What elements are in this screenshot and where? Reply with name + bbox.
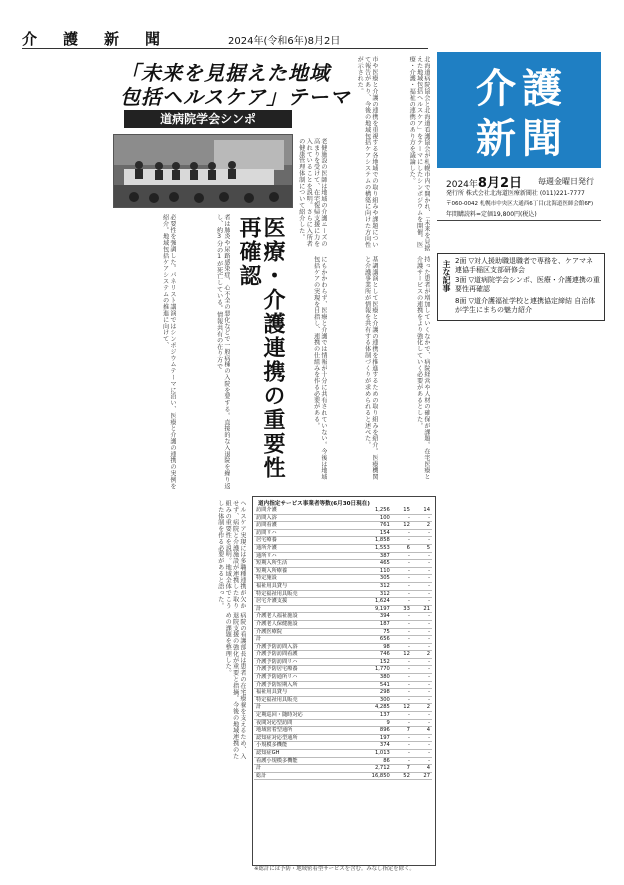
table-cell-value: -	[392, 719, 412, 727]
table-cell-value: -	[392, 582, 412, 590]
table-cell-value: 4	[412, 765, 432, 773]
table-cell-value: 187	[350, 620, 392, 628]
table-cell-value: -	[392, 514, 412, 522]
table-cell-value: 86	[350, 757, 392, 765]
table-row	[254, 598, 432, 606]
table-cell-label: 計	[254, 636, 350, 644]
table-cell-value: 9	[350, 719, 392, 727]
table-title: 道内指定サービス事業者等数(6月30日現在)	[258, 501, 370, 507]
table-cell-label: 介護予防訪問看護	[254, 651, 350, 659]
table-cell-label: 看護小規模多機能	[254, 757, 350, 765]
table-cell-label: 認知症対応型通所	[254, 734, 350, 742]
table-cell-value: -	[412, 658, 432, 666]
table-cell-value: -	[392, 658, 412, 666]
table-cell-label: 認知症GH	[254, 750, 350, 758]
table-cell-value: -	[392, 689, 412, 697]
table-row	[254, 613, 432, 621]
table-cell-label: 訪問看護	[254, 522, 350, 530]
table-row	[254, 590, 432, 598]
publisher-info: 発行所 株式会社北海道医療新聞社 (011)221-7777	[446, 190, 585, 197]
table-cell-value: -	[392, 552, 412, 560]
table-row	[254, 522, 432, 530]
article-column: 病院の看護部長は患者の在宅療養を支えるため、入退院支援の強化が重要と指摘。今後の地域連携のための課題を整理した。	[224, 612, 246, 760]
table-cell-value: 6	[392, 544, 412, 552]
contents-item: 2面 ▽対人援助職退職者で専務を、ケアマネ連協手稲区支部研修会	[455, 257, 594, 274]
table-row	[254, 552, 432, 560]
table-row	[254, 696, 432, 704]
table-cell-label: 福祉用具貸与	[254, 582, 350, 590]
table-cell-value: 7	[392, 727, 412, 735]
table-row	[254, 734, 432, 742]
table-cell-value: -	[392, 598, 412, 606]
table-cell-label: 介護老人保健施設	[254, 620, 350, 628]
table-cell-value: 374	[350, 742, 392, 750]
contents-item: 3面 ▽道病院学会シンポ、医療・介護連携の重要性再確認	[455, 276, 600, 293]
table-cell-label: 訪問リハ	[254, 529, 350, 537]
table-row	[254, 750, 432, 758]
table-row	[254, 567, 432, 575]
table-cell-value: -	[412, 742, 432, 750]
table-row	[254, 620, 432, 628]
issue-date: 2024年(令和6年)8月2日	[228, 36, 341, 47]
table-cell-label: 小規模多機能	[254, 742, 350, 750]
table-row	[254, 514, 432, 522]
table-cell-value: -	[392, 529, 412, 537]
table-cell-value: -	[412, 719, 432, 727]
table-cell-value: -	[412, 613, 432, 621]
table-cell-value: -	[392, 537, 412, 545]
table-cell-value: -	[392, 560, 412, 568]
table-cell-value: 746	[350, 651, 392, 659]
table-cell-value: 312	[350, 582, 392, 590]
contents-label: 主な記事	[442, 260, 451, 292]
table-cell-value: 2	[412, 651, 432, 659]
table-cell-value: 52	[392, 772, 412, 780]
table-cell-label: 総計	[254, 772, 350, 780]
article-column: にもかかわらず、医療と介護では情報が十分に共有されていない。今後は地域包括ケアの実現を目指し、連携の仕組みを作る必要がある。	[312, 256, 327, 480]
table-cell-value: 394	[350, 613, 392, 621]
table-cell-label: 介護予防短期入所	[254, 681, 350, 689]
table-cell-value: -	[392, 575, 412, 583]
table-cell-value: -	[392, 681, 412, 689]
table-cell-value: -	[392, 666, 412, 674]
table-cell-value: 1,553	[350, 544, 392, 552]
table-cell-value: 12	[392, 651, 412, 659]
table-cell-value: -	[412, 643, 432, 651]
table-cell-value: 21	[412, 605, 432, 613]
table-cell-label: 短期入所生活	[254, 560, 350, 568]
table-row	[254, 575, 432, 583]
contents-item: 8面 ▽道介護福祉学校と連携協定締結 自治体が学生にまちの魅力紹介	[455, 297, 596, 314]
article-column: 基調講演として医療と介護の連携を推進するための取り組みを紹介。医療機関と介護事業所が情報を共有する体制づくりが求められると述べた。	[363, 256, 378, 480]
table-cell-value: 9,197	[350, 605, 392, 613]
paper-logo	[452, 58, 592, 162]
table-row	[254, 757, 432, 765]
table-cell-value: 197	[350, 734, 392, 742]
table-cell-label: 介護予防居宅療養	[254, 666, 350, 674]
table-cell-label: 訪問介護	[254, 507, 350, 514]
table-cell-value: -	[392, 742, 412, 750]
main-headline: 医療・介護連携の重要性再確認	[236, 216, 285, 480]
table-cell-value: 298	[350, 689, 392, 697]
table-cell-label: 通所介護	[254, 544, 350, 552]
table-cell-value: 2	[412, 704, 432, 712]
table-cell-label: 短期入所療養	[254, 567, 350, 575]
table-row	[254, 772, 432, 780]
table-cell-value: -	[392, 620, 412, 628]
table-cell-value: -	[412, 628, 432, 636]
table-cell-value: 110	[350, 567, 392, 575]
table-row	[254, 719, 432, 727]
table-cell-value: 2	[412, 522, 432, 530]
table-cell-value: 387	[350, 552, 392, 560]
article-column: 北海道病院協会と北海道看護協会が札幌市内で開かれ、「未来を見据えた地域包括ヘルスケア」をテーマにしたシンポジウムを開催。医療・介護・福祉の連携のあり方を議論した。	[408, 56, 430, 252]
table-cell-value: -	[412, 674, 432, 682]
masthead-rule	[437, 220, 601, 221]
table-cell-value: 1,256	[350, 507, 392, 514]
subscription-price: 年間購読料=定価19,800円(税込)	[446, 211, 537, 218]
table-cell-value: -	[412, 560, 432, 568]
table-cell-value: -	[412, 636, 432, 644]
table-cell-value: 896	[350, 727, 392, 735]
table-row	[254, 674, 432, 682]
table-cell-value: -	[392, 613, 412, 621]
table-row	[254, 643, 432, 651]
table-cell-label: 居宅介護支援	[254, 598, 350, 606]
table-row	[254, 712, 432, 720]
table-cell-value: -	[412, 734, 432, 742]
table-cell-value: 4	[412, 727, 432, 735]
table-cell-value: 541	[350, 681, 392, 689]
table-row	[254, 537, 432, 545]
table-row	[254, 560, 432, 568]
table-cell-value: -	[392, 696, 412, 704]
table-cell-value: 152	[350, 658, 392, 666]
table-cell-value: 465	[350, 560, 392, 568]
table-cell-value: -	[412, 696, 432, 704]
table-cell-value: -	[412, 757, 432, 765]
table-cell-value: 33	[392, 605, 412, 613]
table-row	[254, 681, 432, 689]
table-row	[254, 765, 432, 773]
table-cell-value: -	[412, 689, 432, 697]
table-row	[254, 628, 432, 636]
table-cell-value: 1,013	[350, 750, 392, 758]
table-cell-value: 1,858	[350, 537, 392, 545]
article-photo	[113, 134, 293, 208]
table-row	[254, 689, 432, 697]
table-cell-value: -	[392, 750, 412, 758]
table-cell-value: -	[412, 712, 432, 720]
table-cell-value: -	[412, 575, 432, 583]
table-cell-value: -	[392, 757, 412, 765]
table-cell-value: -	[392, 643, 412, 651]
table-cell-label: 特定施設	[254, 575, 350, 583]
table-cell-label: 介護予防通所リハ	[254, 674, 350, 682]
table-cell-value: 761	[350, 522, 392, 530]
newspaper-name: 介護新聞	[22, 30, 187, 48]
table-cell-value: -	[392, 628, 412, 636]
table-cell-value: -	[392, 590, 412, 598]
table-cell-value: -	[392, 636, 412, 644]
table-cell-value: -	[412, 567, 432, 575]
table-cell-label: 通所リハ	[254, 552, 350, 560]
headline-line-1: 「未来を見据えた地域	[120, 61, 330, 85]
svg-text:新聞: 新聞	[476, 116, 568, 162]
table-cell-value: -	[412, 552, 432, 560]
table-cell-value: 4,285	[350, 704, 392, 712]
table-cell-value: 2,712	[350, 765, 392, 773]
table-row	[254, 666, 432, 674]
table-cell-label: 夜間対応型訪問	[254, 719, 350, 727]
table-row	[254, 544, 432, 552]
table-cell-value: -	[412, 620, 432, 628]
table-cell-value: -	[412, 529, 432, 537]
table-row	[254, 636, 432, 644]
table-cell-value: 300	[350, 696, 392, 704]
symposium-photo-image	[114, 135, 292, 207]
table-cell-value: -	[412, 582, 432, 590]
table-cell-label: 計	[254, 605, 350, 613]
service-count-table	[254, 507, 432, 780]
sub-banner: 道病院学会シンポ	[124, 110, 292, 128]
table-cell-value: 16,850	[350, 772, 392, 780]
table-row	[254, 727, 432, 735]
table-cell-value: 98	[350, 643, 392, 651]
table-cell-value: 75	[350, 628, 392, 636]
table-cell-value: -	[412, 514, 432, 522]
table-cell-label: 定期巡回・随時対応	[254, 712, 350, 720]
table-cell-value: 1,770	[350, 666, 392, 674]
table-cell-label: 計	[254, 704, 350, 712]
article-column: 老健施設の医師は地域の介護ニーズの高まりを受けて、在宅復帰支援に力を入れていることを説明。さらに入所者の健康管理体制について紹介した。	[297, 138, 327, 247]
article-column: 必要性を強調した。パネリスト講演ではシンポジウムテーマに沿い、医療と介護の連携の実例を紹介。地域包括ケアシステムの推進に向けて、	[161, 214, 176, 490]
publishing-frequency: 毎週金曜日発行	[538, 177, 594, 186]
table-cell-value: 137	[350, 712, 392, 720]
table-row	[254, 507, 432, 514]
table-row	[254, 658, 432, 666]
article-column: 市や医療と介護の連携を重視する各地域での取り組みや課題について報告があり、今後の地域包括ケアシステムの構築に向けた方向性が示された。	[356, 56, 378, 248]
table-cell-label: 特定福祉用具販売	[254, 696, 350, 704]
table-cell-value: -	[412, 598, 432, 606]
table-cell-value: -	[392, 674, 412, 682]
table-row	[254, 605, 432, 613]
table-row	[254, 742, 432, 750]
table-cell-value: -	[412, 750, 432, 758]
table-cell-label: 居宅療養	[254, 537, 350, 545]
table-row	[254, 529, 432, 537]
table-cell-value: 1,624	[350, 598, 392, 606]
table-cell-value: 12	[392, 522, 412, 530]
table-cell-label: 介護医療院	[254, 628, 350, 636]
article-column: 持った患者が増加していくなかで、病院経営や人材の確保が課題。在宅医療と介護サービスの連携をより強化していく必要があるとした。	[415, 256, 430, 480]
table-row	[254, 704, 432, 712]
masthead-date: 2024年8月2日	[446, 176, 522, 191]
table-cell-value: 27	[412, 772, 432, 780]
header-rule	[22, 48, 428, 49]
publisher-address: 〒060-0042 札幌市中央区大通西6丁目(北海道医師会館6F)	[446, 201, 594, 207]
table-cell-label: 訪問入浴	[254, 514, 350, 522]
table-cell-value: -	[392, 712, 412, 720]
headline-line-2: 包括ヘルスケア」テーマ	[120, 85, 351, 109]
table-cell-value: 312	[350, 590, 392, 598]
table-cell-value: 656	[350, 636, 392, 644]
table-cell-label: 介護老人福祉施設	[254, 613, 350, 621]
table-cell-value: 154	[350, 529, 392, 537]
table-cell-value: 5	[412, 544, 432, 552]
svg-text:介護: 介護	[476, 66, 568, 112]
table-cell-value: 15	[392, 507, 412, 514]
table-cell-value: 305	[350, 575, 392, 583]
table-cell-value: 7	[392, 765, 412, 773]
article-column: 者は肺炎や尿路感染症、心不全の悪化などで一般病棟の入院を要する。直接的な入退院を繰り返し、約3分の1が死亡している。情報共有の在り方で	[215, 214, 230, 490]
table-cell-label: 計	[254, 765, 350, 773]
table-cell-value: -	[412, 681, 432, 689]
table-cell-value: 380	[350, 674, 392, 682]
table-cell-value: 100	[350, 514, 392, 522]
table-note: ※総計には予防・地域密着型サービスを含む。みなし指定を除く。	[254, 866, 415, 872]
table-row	[254, 651, 432, 659]
table-cell-value: 14	[412, 507, 432, 514]
table-cell-value: -	[392, 734, 412, 742]
table-cell-value: -	[392, 567, 412, 575]
table-cell-label: 地域密着型通所	[254, 727, 350, 735]
table-cell-value: -	[412, 537, 432, 545]
table-cell-label: 特定福祉用具販売	[254, 590, 350, 598]
table-cell-label: 福祉用具貸与	[254, 689, 350, 697]
table-cell-label: 介護予防訪問入浴	[254, 643, 350, 651]
table-cell-value: 12	[392, 704, 412, 712]
table-cell-value: -	[412, 666, 432, 674]
table-cell-label: 介護予防訪問リハ	[254, 658, 350, 666]
article-column: ヘルスケア実現には多職種連携が欠かせず、病院と介護施設が連携した取り組みの重要性を説明。地域全体でこうした体制を作る必要があると語った。	[216, 500, 246, 609]
table-row	[254, 582, 432, 590]
table-cell-value: -	[412, 590, 432, 598]
